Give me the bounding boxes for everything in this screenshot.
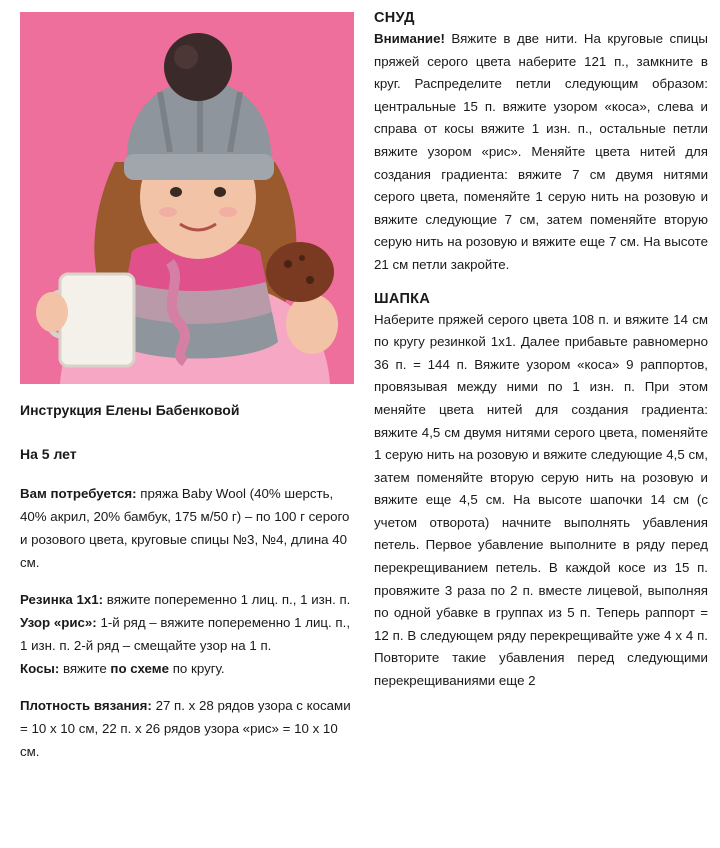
snood-text: Вяжите в две нити. На круговые спицы пряжей серого цвета наберите 121 п., замкните в круг. Распределите петли следующим образом: центральные 15 п. вяжите узором «коса», слева и справа от косы вяжите 1 изн. п., остальные петли вяжите узором «рис». Меняйте цвета нитей для создания градиента: вяжите 7 см двумя нитями серого цвета, поменяйте 1 серую нить на розовую и вяжите следующие 7 см, затем поменяйте вторую серую нить на розовую и вяжите еще 7 см. На высоте 21 см петли закройте.: [374, 31, 708, 272]
left-column: [20, 400, 356, 763]
cheek-left: [159, 207, 177, 217]
cables-paragraph: [20, 657, 356, 680]
cookie: [266, 242, 334, 302]
left-hand: [36, 292, 68, 332]
right-eye: [214, 187, 226, 197]
gauge-label: Плотность вязания:: [20, 698, 152, 713]
rib-text: вяжите попеременно 1 лиц. п., 1 изн. п.: [103, 592, 351, 607]
age-line: На 5 лет: [20, 446, 77, 462]
materials-label: Вам потребуется:: [20, 486, 137, 501]
snood-paragraph: [374, 28, 708, 277]
hat-paragraph: Наберите пряжей серого цвета 108 п. и вяжите 14 см по кругу резинкой 1x1. Далее прибавьте равномерно 36 п. = 144 п. Вяжите узором «коса» 9 раппортов, провязывая между ними по 1 изн. п. При этом меняйте цвета нитей для создания градиента: вяжите 4,5 см двумя нитями серого цвета, поменяйте 1 серую нить на розовую и вяжите следующие 4,5 см, затем поменяйте вторую серую нить на розовую и вяжите еще 4,5 см. На высоте шапочки 14 см (с учетом отворота) начните выполнять убавления петель. Первое убавление выполните в ряду перед перекрещиванием петель. В каждой косе из 15 п. провяжите 3 раза по 2 п. вместе лицевой, выполняя по одной убавке в группах из 5 п. Теперь раппорт = 12 п. В следующем ряду перекрещивайте уже 4 х 4 п. Повторите такие убавления перед следующими перекрещиваниями еще 2: [374, 311, 708, 689]
cookie-chip-1: [284, 260, 292, 268]
materials-text: пряжа Baby Wool (40% шерсть, 40% акрил, 20% бамбук, 175 м/50 г) – по 100 г серого и розового цвета, круговые спицы №3, №4, длина 40 см.: [20, 486, 350, 570]
pompom: [164, 33, 232, 101]
cables-text-before: вяжите: [59, 661, 111, 676]
hat-title: ШАПКА: [374, 290, 431, 307]
gauge-text: 27 п. х 28 рядов узора с косами = 10 х 10 см, 22 п. х 26 рядов узора «рис» = 10 х 10 см.: [20, 698, 351, 759]
author-line: Инструкция Елены Бабенковой: [20, 402, 240, 418]
pompom-highlight: [174, 45, 198, 69]
rib-paragraph: [20, 588, 356, 611]
cables-label: Косы:: [20, 661, 60, 676]
hat-brim: [124, 154, 274, 180]
rice-paragraph: [20, 611, 356, 657]
materials-paragraph: [20, 482, 356, 574]
child-photo: [20, 12, 354, 384]
milk-mug: [60, 274, 134, 366]
cables-bold-part: по схеме: [110, 661, 170, 676]
cheek-right: [219, 207, 237, 217]
left-eye: [170, 187, 182, 197]
snood-title: СНУД: [374, 10, 415, 26]
child-illustration: [20, 12, 354, 384]
right-hand: [286, 294, 338, 354]
cookie-chip-3: [299, 255, 305, 261]
rice-text: 1-й ряд – вяжите попеременно 1 лиц. п., 1 изн. п. 2-й ряд – смещайте узор на 1 п.: [20, 615, 351, 653]
cables-text-after: по кругу.: [169, 661, 225, 676]
right-column: [374, 8, 708, 693]
cookie-chip-2: [306, 276, 314, 284]
rib-label: Резинка 1x1:: [20, 592, 104, 607]
rice-label: Узор «рис»:: [20, 615, 97, 630]
gauge-paragraph: [20, 694, 356, 763]
snood-attention: Внимание!: [374, 31, 445, 46]
